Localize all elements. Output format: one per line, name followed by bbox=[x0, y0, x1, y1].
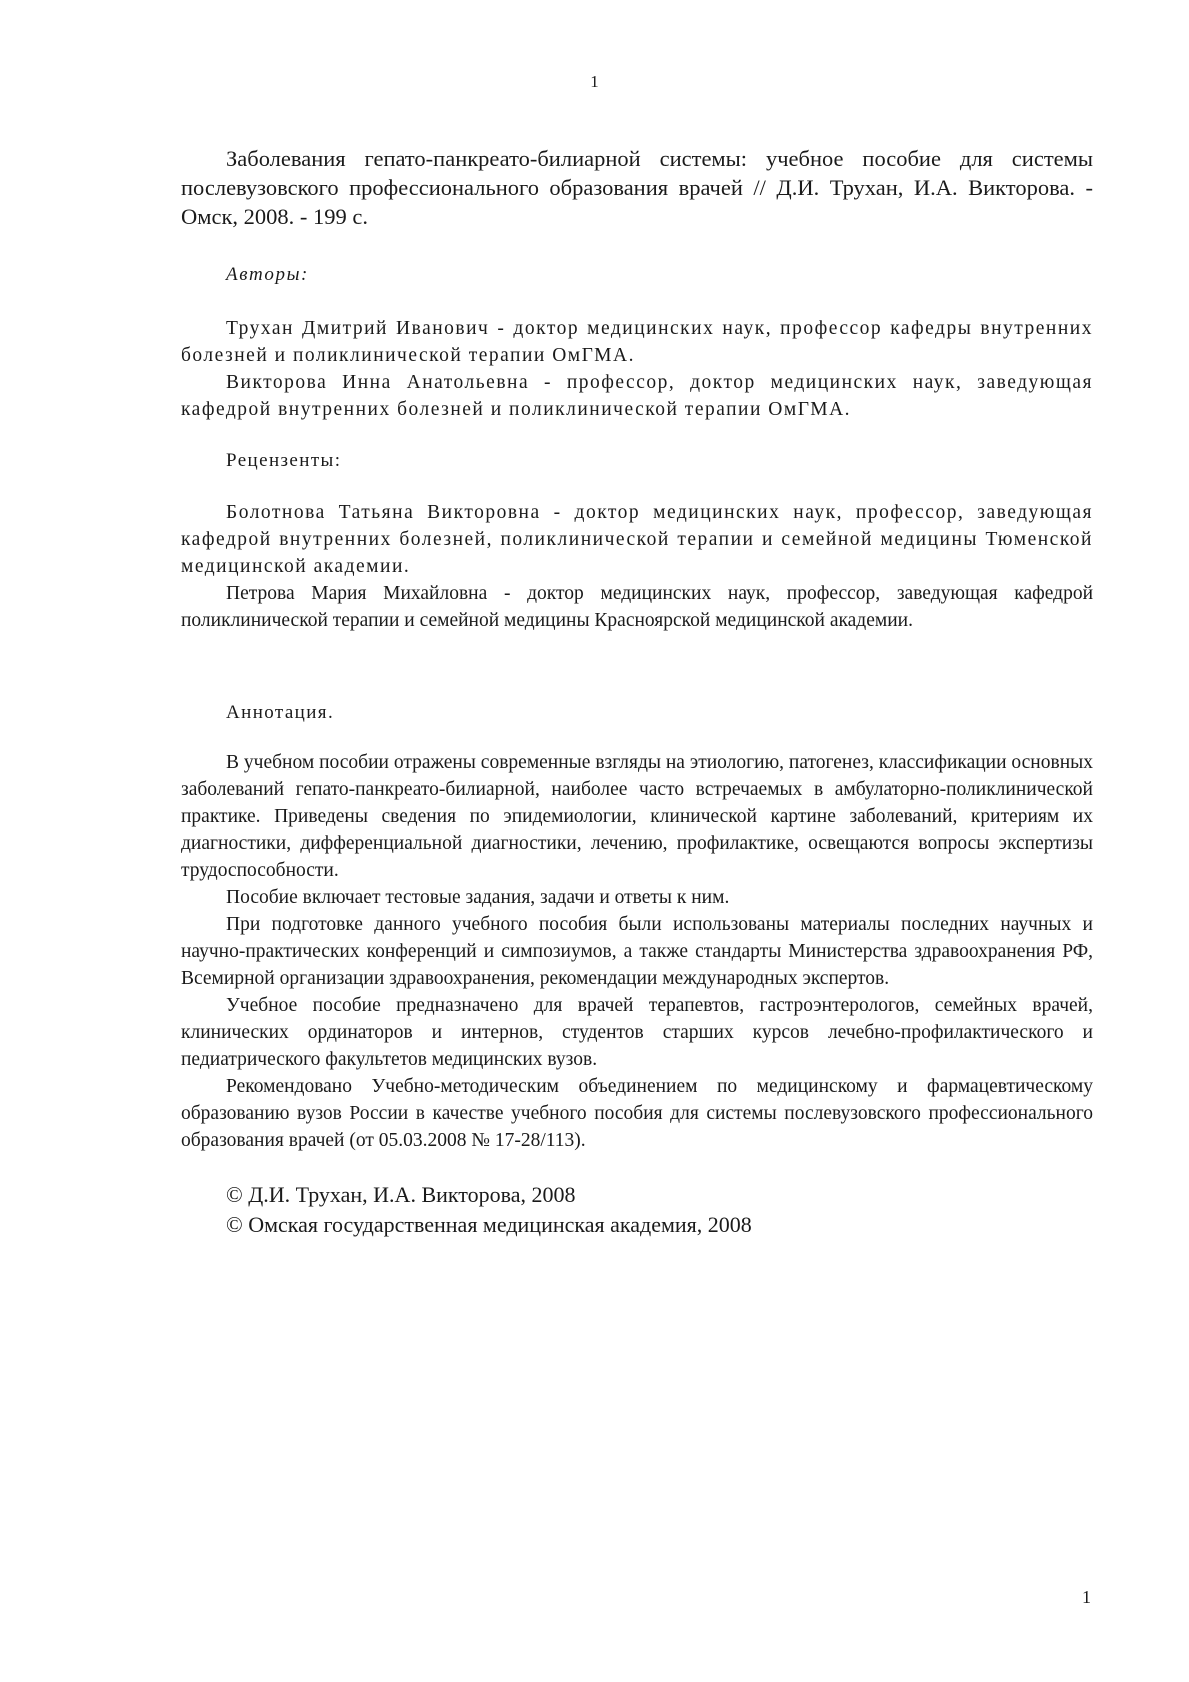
annotation-text bbox=[181, 749, 1093, 1154]
copyright-line: © Д.И. Трухан, И.А. Викторова, 2008 bbox=[226, 1182, 576, 1207]
annotation-heading: Аннотация. bbox=[226, 702, 335, 723]
bibliographic-citation: Заболевания гепато-панкреато-билиарной системы: учебное пособие для системы послевузовского профессионального образования врачей // Д.И. Трухан, И.А. Викторова. - Омск, 2008. - 199 с. bbox=[181, 146, 1093, 229]
reviewers-list bbox=[181, 499, 1093, 634]
annotation-paragraph: Пособие включает тестовые задания, задачи и ответы к ним. bbox=[226, 887, 730, 908]
author-entry: Викторова Инна Анатольевна - профессор, доктор медицинских наук, заведующая кафедрой внутренних болезней и поликлинической терапии ОмГМА. bbox=[181, 372, 1093, 420]
authors-list bbox=[181, 315, 1093, 423]
annotation-paragraph: Учебное пособие предназначено для врачей терапевтов, гастроэнтерологов, семейных врачей, клинических ординаторов и интернов, студентов старших курсов лечебно-профилактического и педиатрического факультетов медицинских вузов. bbox=[181, 995, 1093, 1070]
annotation-paragraph: При подготовке данного учебного пособия были использованы материалы последних научных и научно-практических конференций и симпозиумов, а также стандарты Министерства здравоохранения РФ, Всемирной организации здравоохранения, рекомендации международных экспертов. bbox=[181, 914, 1093, 989]
annotation-paragraph: Рекомендовано Учебно-методическим объединением по медицинскому и фармацевтическому образованию вузов России в качестве учебного пособия для системы послевузовского профессионального образования врачей (от 05.03.2008 № 17-28/113). bbox=[181, 1076, 1093, 1151]
copyright-block bbox=[181, 1180, 1093, 1240]
reviewer-entry: Петрова Мария Михайловна - доктор медицинских наук, профессор, заведующая кафедрой поликлинической терапии и семейной медицины Красноярской медицинской академии. bbox=[181, 583, 1093, 631]
reviewers-heading: Рецензенты: bbox=[226, 450, 342, 471]
author-entry: Трухан Дмитрий Иванович - доктор медицинских наук, профессор кафедры внутренних болезней и поликлинической терапии ОмГМА. bbox=[181, 318, 1093, 366]
reviewer-entry: Болотнова Татьяна Викторовна - доктор медицинских наук, профессор, заведующая кафедрой внутренних болезней, поликлинической терапии и семейной медицины Тюменской медицинской академии. bbox=[181, 502, 1093, 577]
authors-heading: Авторы: bbox=[226, 264, 309, 285]
document-body bbox=[181, 144, 1093, 1240]
annotation-paragraph: В учебном пособии отражены современные взгляды на этиологию, патогенез, классификации основных заболеваний гепато-панкреато-билиарной, наиболее часто встречаемых в амбулаторно-поликлинической практике. Приведены сведения по эпидемиологии, клинической картине заболеваний, критериям их диагностики, дифференциальной диагностики, лечению, профилактике, освещаются вопросы экспертизы трудоспособности. bbox=[181, 752, 1093, 881]
copyright-line: © Омская государственная медицинская академия, 2008 bbox=[226, 1212, 752, 1237]
page-number-bottom: 1 bbox=[1082, 1587, 1091, 1607]
page-number-top: 1 bbox=[590, 72, 599, 91]
